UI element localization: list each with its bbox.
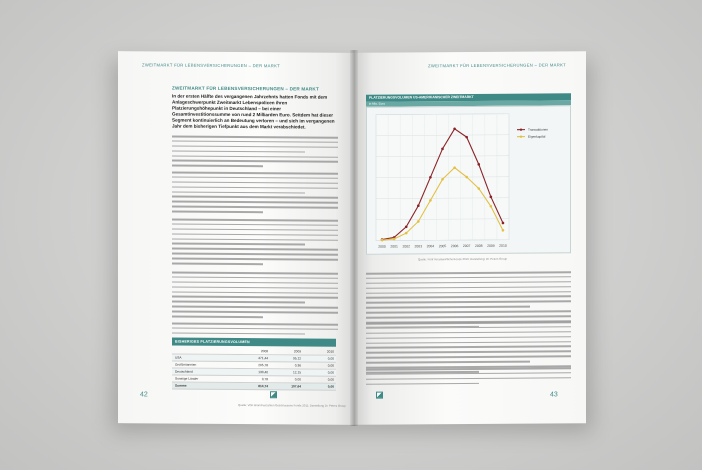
chart-subtitle: in Mio. Euro: [366, 100, 571, 106]
x-tick-label: 2007: [462, 243, 471, 249]
body-text-block-5: [172, 323, 338, 339]
table-header-cell: 2009: [293, 349, 301, 354]
data-point: [441, 148, 444, 151]
x-tick-label: 2006: [450, 244, 459, 249]
data-table: [172, 348, 336, 391]
data-point: [477, 163, 480, 166]
data-point: [429, 199, 432, 202]
data-point: [393, 238, 396, 241]
x-tick-label: 2004: [426, 244, 435, 249]
table-cell: 0,00: [327, 377, 334, 382]
table-cell: 0,00: [327, 370, 334, 375]
page-number: 43: [550, 391, 558, 399]
table-cell: Großbritannien: [175, 362, 197, 367]
table-cell: Summe: [175, 383, 187, 388]
data-point: [465, 136, 468, 139]
table-cell: 471,44: [258, 356, 268, 361]
page-number: 42: [140, 391, 148, 399]
table-title: BISHERIGES PLATZIERUNGSVOLUMEN: [172, 338, 336, 347]
legend-marker: [520, 128, 522, 130]
running-head: ZWEITMARKT FÜR LEBENSVERSICHERUNGEN – DER MARKT: [142, 62, 281, 69]
table-cell: 107,64: [291, 384, 301, 389]
data-point: [441, 178, 444, 181]
data-point: [502, 229, 505, 232]
legend-label: Transaktionen: [528, 127, 549, 132]
data-point: [490, 205, 493, 208]
data-point: [417, 204, 420, 207]
table-cell: 814,74: [258, 384, 268, 389]
data-point: [405, 225, 408, 228]
x-tick-label: 2003: [414, 244, 423, 249]
data-point: [405, 232, 408, 235]
data-point: [381, 239, 384, 242]
table-cell: USA: [175, 355, 182, 360]
legend-label: Eigenkapital: [528, 134, 546, 139]
body-text-block-4: [172, 272, 338, 322]
table-cell: 133,40: [258, 370, 268, 375]
data-point: [417, 220, 420, 223]
table-cell: 0,00: [327, 384, 334, 389]
body-text-block-2: [172, 172, 338, 217]
table-cell: 3,78: [261, 377, 268, 382]
publisher-logo-icon: [270, 391, 277, 398]
table-header-cell: [172, 348, 237, 354]
x-tick-label: 2010: [499, 243, 507, 248]
body-text-block-1: [172, 136, 338, 171]
body-text-block-8: [366, 367, 571, 388]
table-cell: Deutschland: [175, 369, 193, 374]
section-title: ZWEITMARKT FÜR LEBENSVERSICHERUNGEN – DER MARKT: [172, 85, 319, 92]
data-point: [429, 176, 432, 179]
chart-title: PLATZIERUNGSVOLUMEN US-AMERIKANISCHER ZWEITMARKT: [366, 93, 571, 101]
table-row-total: [172, 383, 336, 391]
data-point: [453, 166, 456, 169]
data-point: [465, 176, 468, 179]
x-tick-label: 2000: [378, 244, 386, 249]
table-header-cell: 2008: [260, 349, 268, 354]
table-cell: 0,36: [294, 363, 301, 368]
data-point: [453, 127, 456, 130]
book-spine: [350, 50, 358, 426]
data-point: [490, 195, 493, 198]
lead-paragraph: In der ersten Hälfte des vergangenen Jahrzehnts hatten Fonds mit dem Anlageschwerpunkt Zweitmarkt Lebenspolicen ihren Platzierungshöhepunkt in Deutschland – bei einer Gesamtinvestitionssumme von rund 2 Milliarden Euro. Seitdem hat dieser Segment kontinuierlich an Bedeutung verloren – und sich im vergangenen Jahr dem bisherigen Tiefpunkt aus dem Markt verabschiedet.: [172, 93, 335, 130]
x-tick-label: 2002: [402, 244, 411, 249]
right-page: [354, 51, 586, 425]
x-tick-label: 2001: [390, 244, 398, 249]
chart-source-note: Quelle: Fünf Verantwortliche/Fonds 2010; Darstellung: Dr. Peters Group: [418, 256, 507, 262]
body-text-block-3: [172, 219, 338, 269]
x-tick-label: 2008: [474, 243, 483, 248]
table-cell: Sonstige Länder: [175, 376, 199, 381]
data-point: [502, 222, 505, 225]
left-page: [118, 51, 354, 425]
legend-marker: [520, 135, 522, 137]
x-tick-label: 2009: [487, 243, 495, 248]
line-chart: [366, 105, 571, 254]
table-cell: 205,78: [258, 363, 268, 368]
table-cell: 0,00: [327, 356, 334, 361]
table-cell: 12,15: [293, 370, 301, 375]
publisher-logo-icon: [376, 392, 383, 399]
table-cell: 95,12: [293, 356, 301, 361]
x-tick-label: 2005: [438, 244, 447, 249]
running-head: ZWEITMARKT FÜR LEBENSVERSICHERUNGEN – DER MARKT: [428, 62, 567, 69]
table-cell: 0,00: [327, 363, 334, 368]
table-source-note: Quelle: VGF Branchenzahlen Geschlossene Fonds 2011; Darstellung Dr. Peters Group: [238, 403, 346, 408]
table-header-cell: 2010: [326, 349, 334, 354]
table-cell: 0,00: [294, 377, 301, 382]
data-point: [477, 187, 480, 190]
